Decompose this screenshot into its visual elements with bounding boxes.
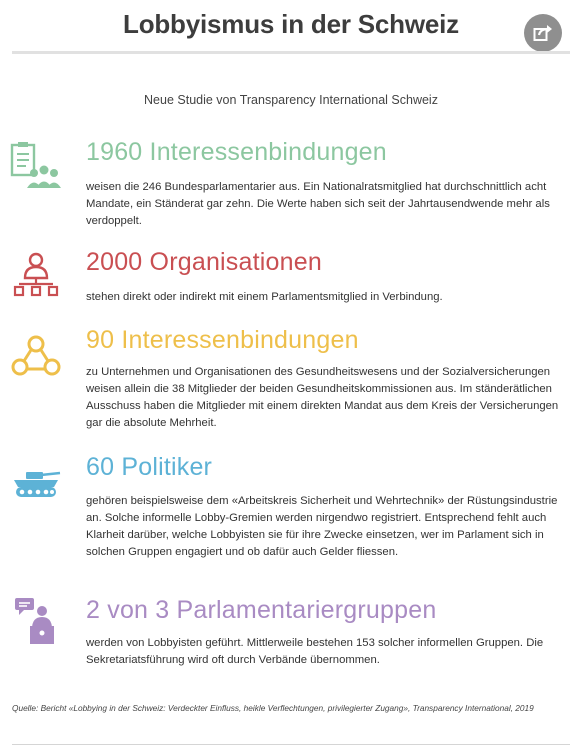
- share-icon: [533, 24, 553, 42]
- fact-headline: 90 Interessenbindungen: [86, 326, 359, 354]
- fact-description: werden von Lobbyisten geführt. Mittlerweile bestehen 153 solcher informellen Gruppen. Die Sekretariatsführung wird oft durch Verbände übernommen.: [86, 637, 544, 666]
- org-chart-icon: [10, 251, 62, 297]
- fact-description: zu Unternehmen und Organisationen des Gesundheitswesens und der Sozialversicherungen weisen allein die 38 Mitglieder der beiden Gesundheitskommissionen aus. Im ständerätlichen Ausschuss haben die Mitglieder mit einem direkten Mandat aus dem Kreis der Versicherungen gar die absolute Mehrheit.: [86, 366, 559, 429]
- source-note: Quelle: Bericht «Lobbying in der Schweiz: Verdeckter Einfluss, heikle Verflechtungen, privilegierter Zugang», Transparency International, 2019: [12, 703, 534, 713]
- fact-description: stehen direkt oder indirekt mit einem Parlamentsmitglied in Verbindung.: [86, 291, 443, 303]
- share-button[interactable]: [524, 14, 562, 52]
- page-title: Lobbyismus in der Schweiz: [123, 9, 459, 39]
- tank-icon: [10, 461, 62, 507]
- header: [0, 0, 582, 50]
- speaker-podium-icon: [10, 598, 62, 644]
- header-divider: [12, 51, 570, 54]
- fact-description: weisen die 246 Bundesparlamentarier aus. Ein Nationalratsmitglied hat durchschnittlich acht Mandate, ein Ständerat gar zehn. Die Werte haben sich seit der Jahrtausendwende mehr als verdoppelt.: [86, 181, 550, 227]
- subtitle: Neue Studie von Transparency International Schweiz: [144, 93, 438, 107]
- fact-headline: 1960 Interessenbindungen: [86, 138, 387, 166]
- fact-headline: 2 von 3 Parlamentariergruppen: [86, 596, 437, 624]
- footer-divider: [12, 744, 570, 745]
- fact-headline: 2000 Organisationen: [86, 248, 322, 276]
- fact-description: gehören beispielsweise dem «Arbeitskreis Sicherheit und Wehrtechnik» der Rüstungsindustrie an. Solche informelle Lobby-Gremien werden nirgendwo registriert. Entsprechend fehlt auch Klarheit darüber, welche Lobbyisten sie für ihre Zwecke einsetzen, wer im Parlament sich in solchen Gruppen engagiert und ob dafür auch Gelder fliessen.: [86, 495, 558, 558]
- network-circles-icon: [10, 334, 62, 380]
- clipboard-people-icon: [10, 142, 62, 188]
- fact-headline: 60 Politiker: [86, 453, 213, 481]
